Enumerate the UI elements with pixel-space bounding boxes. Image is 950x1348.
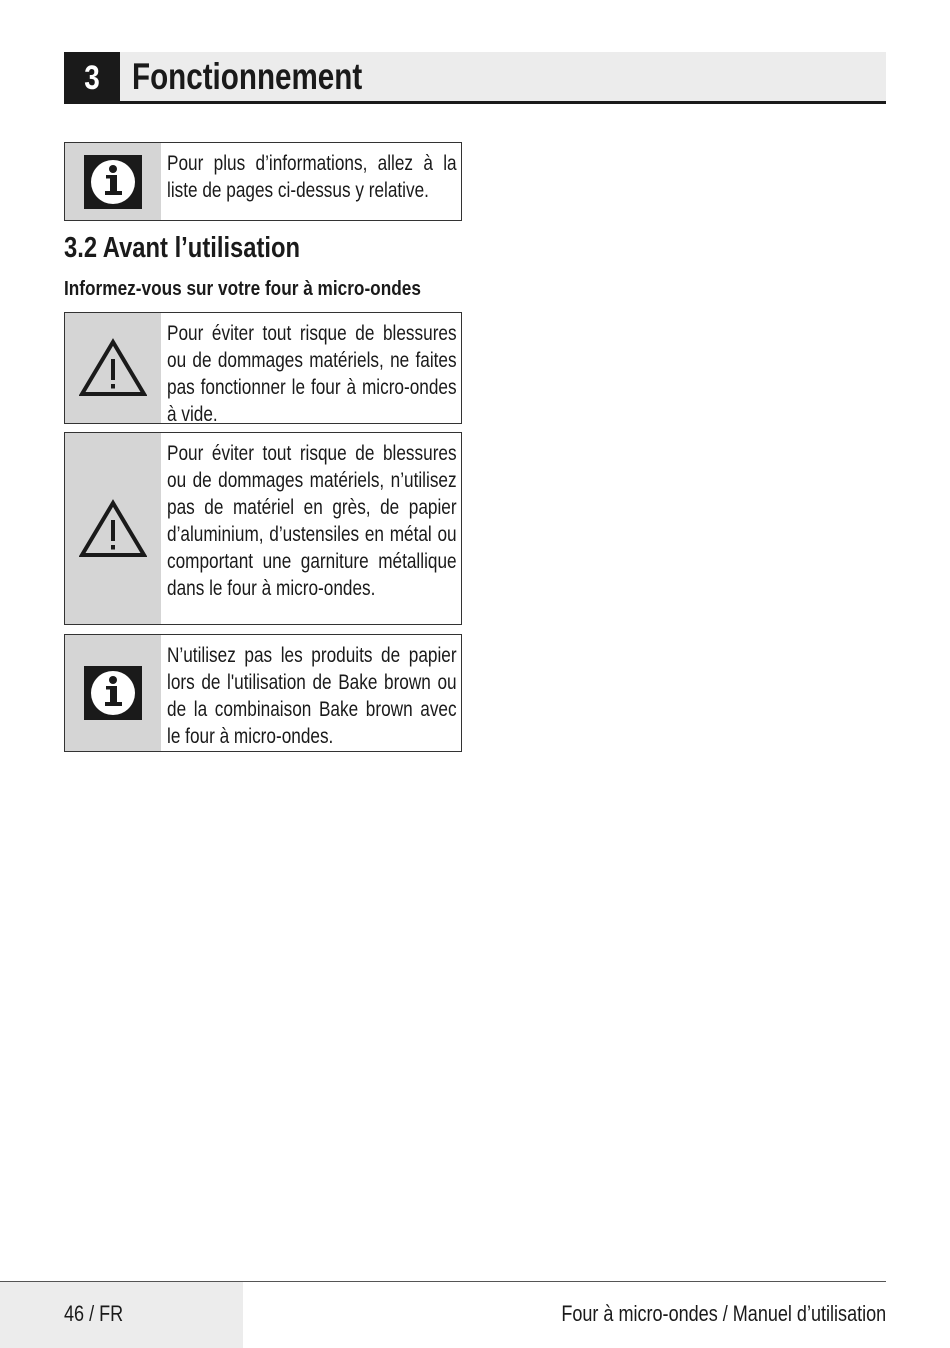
warning-notice <box>64 312 462 427</box>
footer-rule <box>0 1281 886 1282</box>
info-icon <box>84 155 142 209</box>
notice-icon-cell <box>65 143 161 220</box>
chapter-header <box>64 52 886 104</box>
info-notice <box>64 634 462 752</box>
page-number: 46 / FR <box>64 1301 124 1326</box>
chapter-number: 3 <box>69 52 115 104</box>
notice-icon-cell <box>65 433 161 624</box>
warning-icon <box>79 499 147 559</box>
notice-icon-cell <box>65 313 161 423</box>
chapter-title: Fonctionnement <box>132 56 363 97</box>
info-icon <box>84 666 142 720</box>
notice-icon-cell <box>65 635 161 751</box>
notice-text: Pour éviter tout risque de blessures ou de dommages matériels, n’utilisez pas de matériel en grès, de papier d’aluminium, d’ustensiles en métal ou comportant une garniture métallique dans le four à micro-ondes. <box>167 441 457 601</box>
warning-notice <box>64 432 462 625</box>
notice-text: Pour éviter tout risque de blessures ou de dommages matériels, ne faites pas fonctionner le four à micro-ondes à vide. <box>167 321 457 427</box>
footer-document-title: Four à micro-ondes / Manuel d’utilisation <box>561 1301 886 1326</box>
section-heading: 3.2 Avant l’utilisation <box>64 232 301 264</box>
notice-text: N’utilisez pas les produits de papier lors de l'utilisation de Bake brown ou de la combinaison Bake brown avec le four à micro-ondes. <box>167 643 457 749</box>
notice-text: Pour plus d’informations, allez à la liste de pages ci-dessus y relative. <box>167 151 457 203</box>
info-notice <box>64 142 462 221</box>
chapter-title-band <box>120 52 886 104</box>
subsection-heading: Informez-vous sur votre four à micro-ondes <box>64 277 421 300</box>
warning-icon <box>79 338 147 398</box>
